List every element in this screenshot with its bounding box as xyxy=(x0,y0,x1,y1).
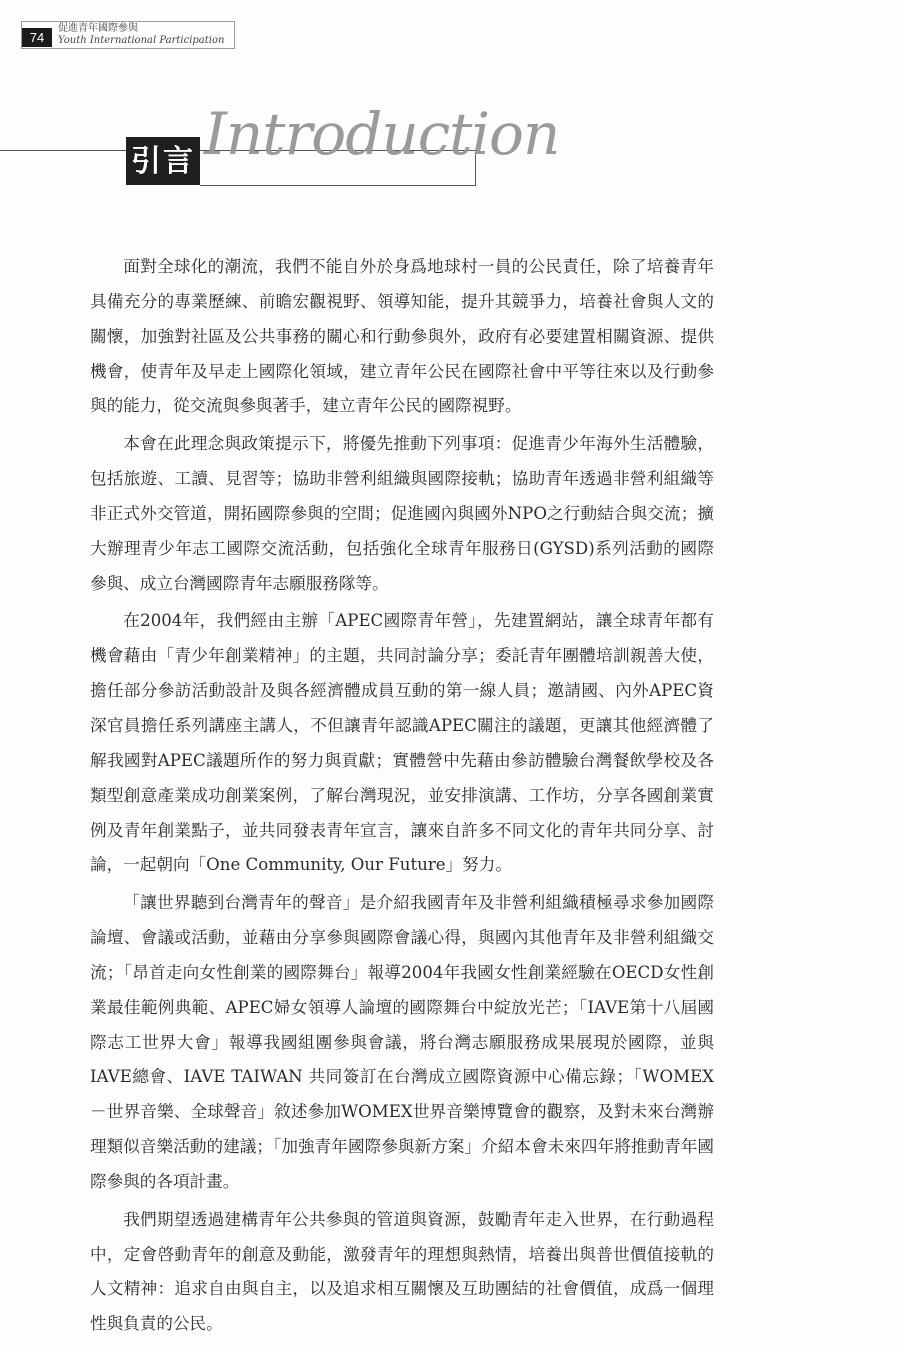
section-title-en: Introduction xyxy=(204,100,560,168)
paragraph-3: 在2004年，我們經由主辦「APEC國際青年營」，先建置網站，讓全球青年都有機會藉由「青少年創業精神」的主題，共同討論分享；委託青年團體培訓親善大使，擔任部分參訪活動設計及與各經濟體成員互動的第一線人員；邀請國、內外APEC資深官員擔任系列講座主講人，不但讓青年認識APEC關注的議題，更讓其他經濟體了解我國對APEC議題所作的努力與貢獻；實體營中先藉由參訪體驗台灣餐飲學校及各類型創意產業成功創業案例，了解台灣現況，並安排演講、工作坊，分享各國創業實例及青年創業點子，並共同發表青年宣言，讓來自許多不同文化的青年共同分享、討論，一起朝向「One Community, Our Future」努力。 xyxy=(90,611,714,875)
paragraph-5: 我們期望透過建構青年公共參與的管道與資源，鼓勵青年走入世界，在行動過程中，定會啓動青年的創意及動能，激發青年的理想與熱情，培養出與普世價值接軌的人文精神：追求自由與自主，以及追求相互關懷及互助團結的社會價值，成爲一個理性與負責的公民。 xyxy=(90,1209,714,1334)
running-header xyxy=(21,21,235,49)
header-title-en: Youth International Participation xyxy=(58,35,225,46)
paragraph-2: 本會在此理念與政策提示下，將優先推動下列事項：促進青少年海外生活體驗，包括旅遊、工讀、見習等；協助非營利組織與國際接軌；協助青年透過非營利組織等非正式外交管道，開拓國際參與的空間；促進國內與國外NPO之行動結合與交流；擴大辦理青少年志工國際交流活動，包括強化全球青年服務日(GYSD)系列活動的國際參與、成立台灣國際青年志願服務隊等。 xyxy=(90,434,714,593)
paragraph-4: 「讓世界聽到台灣青年的聲音」是介紹我國青年及非營利組織積極尋求參加國際論壇、會議或活動，並藉由分享參與國際會議心得，與國內其他青年及非營利組織交流；「昂首走向女性創業的國際舞台」報導2004年我國女性創業經驗在OECD女性創業最佳範例典範、APEC婦女領導人論壇的國際舞台中綻放光芒；「IAVE第十八屆國際志工世界大會」報導我國組團參與會議，將台灣志願服務成果展現於國際，並與IAVE總會、IAVE TAIWAN 共同簽訂在台灣成立國際資源中心備忘錄；「WOMEX－世界音樂、全球聲音」敘述參加WOMEX世界音樂博覽會的觀察，及對未來台灣辦理類似音樂活動的建議；「加強青年國際參與新方案」介紹本會未來四年將推動青年國際參與的各項計畫。 xyxy=(90,893,714,1191)
page-number: 74 xyxy=(22,28,52,47)
header-title-zh: 促進青年國際參與 xyxy=(58,23,138,34)
body-text xyxy=(90,250,714,1345)
title-rule-bottom xyxy=(200,185,476,186)
paragraph-1: 面對全球化的潮流，我們不能自外於身爲地球村一員的公民責任，除了培養青年具備充分的專業歷練、前瞻宏觀視野、領導知能，提升其競爭力，培養社會與人文的關懷，加強對社區及公共事務的關心和行動參與外，政府有必要建置相關資源、提供機會，使青年及早走上國際化領域，建立青年公民在國際社會中平等往來以及行動參與的能力，從交流與參與著手，建立青年公民的國際視野。 xyxy=(90,257,714,416)
section-title-zh: 引言 xyxy=(131,144,195,179)
